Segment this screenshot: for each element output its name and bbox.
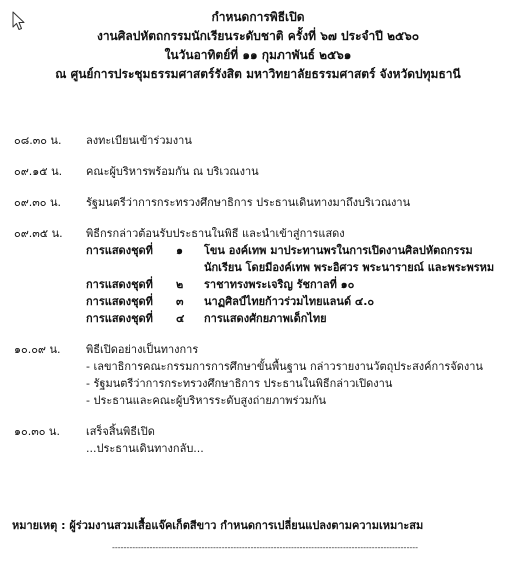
schedule-sub-row	[14, 440, 510, 457]
performance-row	[14, 293, 510, 310]
performance-desc: นาฏศิลป์ไทยก้าวร่วมไทยแลนด์ ๔.๐	[204, 295, 375, 308]
schedule-sub-row	[14, 392, 510, 409]
performance-desc: โขน องค์เทพ มาประทานพรในการเปิดงานศิลปหัตถกรรม	[204, 244, 473, 257]
schedule-sub-row	[14, 358, 510, 375]
schedule-row	[14, 341, 510, 358]
schedule-time: ๐๙.๑๕ น.	[14, 165, 63, 178]
schedule-sub-item: - เลขาธิการคณะกรรมการการศึกษาขั้นพื้นฐาน กล่าวรายงานวัตถุประสงค์การจัดงาน	[86, 360, 483, 373]
schedule-desc: ลงทะเบียนเข้าร่วมงาน	[86, 134, 192, 147]
header-event: งานศิลปหัตถกรรมนักเรียนระดับชาติ ครั้งที่ ๖๗ ประจำปี ๒๕๖๐	[96, 29, 420, 43]
performance-label: การแสดงชุดที่	[86, 244, 153, 257]
performance-label: การแสดงชุดที่	[86, 295, 153, 308]
schedule-time: ๐๘.๓๐ น.	[14, 134, 62, 147]
schedule-sub-row	[14, 375, 510, 392]
performance-number: ๒	[176, 278, 184, 291]
performance-number: ๓	[176, 295, 184, 308]
performance-number: ๔	[176, 312, 185, 325]
schedule-row	[14, 423, 510, 440]
performance-number: ๑	[176, 244, 183, 257]
footnote: หมายเหตุ : ผู้ร่วมงานสวมเสื้อแจ๊คเก็ตสีขาว กำหนดการเปลี่ยนแปลงตามความเหมาะสม	[12, 519, 424, 532]
header-title: กำหนดการพิธีเปิด	[211, 10, 305, 24]
header-venue: ณ ศูนย์การประชุมธรรมศาสตร์รังสิต มหาวิทยาลัยธรรมศาสตร์ จังหวัดปทุมธานี	[55, 67, 461, 81]
dashed-divider: ----------------------------------------------------------------------------------------------------------	[112, 543, 418, 552]
schedule-desc: พิธีเปิดอย่างเป็นทางการ	[86, 343, 199, 356]
schedule-time: ๐๙.๓๐ น.	[14, 196, 62, 209]
performance-desc-continued: นักเรียน โดยมีองค์เทพ พระอิศวร พระนารายณ์ และพระพรหม	[204, 261, 495, 274]
schedule-desc: พิธีกรกล่าวต้อนรับประธานในพิธี และนำเข้าสู่การแสดง	[86, 227, 345, 240]
performance-label: การแสดงชุดที่	[86, 278, 153, 291]
performance-row	[14, 242, 510, 259]
schedule-sub-item: - ประธานและคณะผู้บริหารระดับสูงถ่ายภาพร่วมกัน	[86, 394, 327, 407]
schedule-row	[14, 132, 510, 149]
performance-desc: การแสดงศักยภาพเด็กไทย	[204, 312, 327, 325]
schedule-row	[14, 225, 510, 242]
schedule-sub-item: - รัฐมนตรีว่าการกระทรวงศึกษาธิการ ประธานในพิธีกล่าวเปิดงาน	[86, 377, 393, 390]
header-date: ในวันอาทิตย์ที่ ๑๑ กุมภาพันธ์ ๒๕๖๑	[164, 48, 352, 62]
performance-label: การแสดงชุดที่	[86, 312, 153, 325]
schedule-sub-item: ...ประธานเดินทางกลับ...	[86, 442, 204, 455]
performance-row	[14, 276, 510, 293]
schedule	[14, 132, 510, 457]
performance-row-continued	[14, 259, 510, 276]
document-header	[0, 8, 516, 84]
schedule-desc: รัฐมนตรีว่าการกระทรวงศึกษาธิการ ประธานเดินทางมาถึงบริเวณงาน	[86, 196, 411, 209]
schedule-time: ๑๐.๓๐ น.	[14, 425, 60, 438]
schedule-time: ๐๙.๓๕ น.	[14, 227, 63, 240]
schedule-time: ๑๐.๐๙ น.	[14, 343, 61, 356]
performance-row	[14, 310, 510, 327]
schedule-desc: คณะผู้บริหารพร้อมกัน ณ บริเวณงาน	[86, 165, 259, 178]
schedule-row	[14, 163, 510, 180]
performance-desc: ราชาทรงพระเจริญ รัชกาลที่ ๑๐	[204, 278, 355, 291]
schedule-desc: เสร็จสิ้นพิธีเปิด	[86, 425, 155, 438]
schedule-row	[14, 194, 510, 211]
